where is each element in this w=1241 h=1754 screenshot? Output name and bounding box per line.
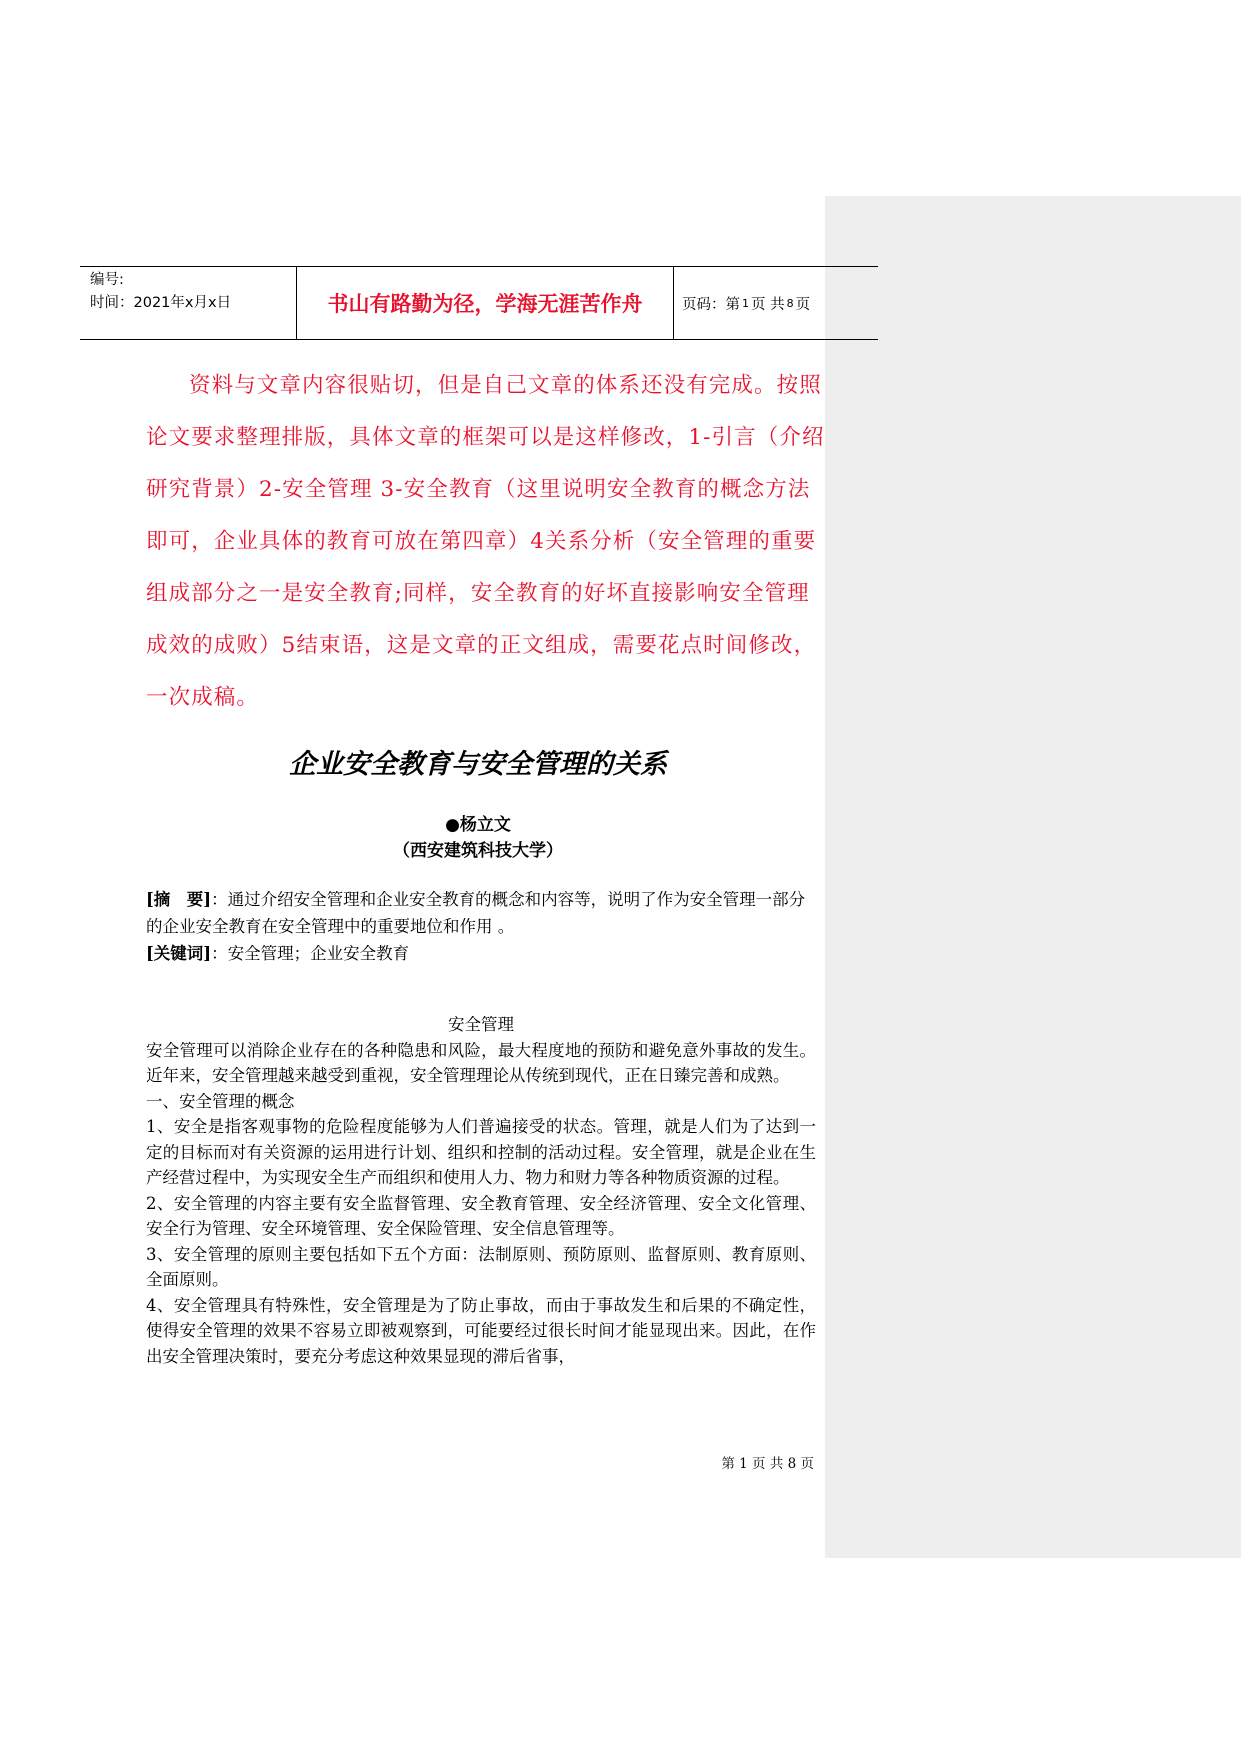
review-note-text: 资料与文章内容很贴切，但是自己文章的体系还没有完成。按照论文要求整理排版，具体文章的框架可以是这样修改，1-引言（介绍研究背景）2-安全管理 3-安全教育（这里说明安全教育的概念方法即可，企业具体的教育可放在第四章）4关系分析（安全管理的重要组成部分之一是安全教育;同样，安全教育的好坏直接影响安全管理成效的成败）5结束语，这是文章的正文组成，需要花点时间修改，一次成稿。: [146, 373, 825, 710]
page-mid: 页 共: [751, 296, 785, 313]
number-label: 编号:: [90, 272, 124, 288]
body-paragraph: 安全管理可以消除企业存在的各种隐患和风险，最大程度地的预防和避免意外事故的发生。近年来，安全管理越来越受到重视，安全管理理论从传统到现代，正在日臻完善和成熟。: [146, 1040, 816, 1085]
comment-sidebar: [825, 196, 1241, 1558]
page-header: [80, 266, 878, 340]
abstract-block: [146, 886, 816, 967]
body-paragraph: 3、安全管理的原则主要包括如下五个方面：法制原则、预防原则、监督原则、教育原则、全面原则。: [146, 1244, 816, 1289]
abstract-label: [摘 要]: [146, 890, 212, 909]
review-note: [146, 360, 826, 724]
body-paragraph: 1、安全是指客观事物的危险程度能够为人们普遍接受的状态。管理，就是人们为了达到一定的目标而对有关资源的运用进行计划、组织和控制的活动过程。安全管理，就是企业在生产经营过程中，为实现安全生产而组织和使用人力、物力和财力等各种物质资源的过程。: [146, 1117, 816, 1187]
header-meta: [80, 267, 297, 339]
keywords-label: [关键词]: [146, 944, 212, 963]
keywords-text: ：安全管理；企业安全教育: [211, 944, 410, 963]
page-suffix: 页: [795, 296, 811, 313]
page-footer: 第 1 页 共 8 页: [721, 1456, 814, 1472]
page-current: 1: [742, 296, 749, 310]
header-page-number: [674, 267, 878, 339]
time-label: 时间：2021年x月x日: [90, 295, 232, 311]
section-title: 安全管理: [448, 1015, 514, 1034]
header-motto: 书山有路勤为径，学海无涯苦作舟: [297, 267, 674, 339]
article-body: [146, 1012, 816, 1369]
author-affiliation: （西安建筑科技大学）: [393, 841, 563, 861]
body-paragraph: 一、安全管理的概念: [146, 1091, 295, 1111]
author-name: ●杨立文: [445, 815, 511, 835]
body-paragraph: 4、安全管理具有特殊性，安全管理是为了防止事故，而由于事故发生和后果的不确定性，使得安全管理的效果不容易立即被观察到，可能要经过很长时间才能显现出来。因此，在作出安全管理决策时，要充分考虑这种效果显现的滞后省事，: [146, 1295, 816, 1366]
article-title: 企业安全教育与安全管理的关系: [289, 749, 667, 780]
page-total: 8: [786, 296, 794, 310]
page-prefix: 页码：第: [682, 296, 740, 313]
author-block: [146, 812, 810, 864]
keywords: [146, 940, 816, 967]
abstract-text: ：通过介绍安全管理和企业安全教育的概念和内容等，说明了作为安全管理一部分的企业安全教育在安全管理中的重要地位和作用 。: [146, 890, 806, 936]
abstract: [146, 886, 816, 940]
body-paragraph: 2、安全管理的内容主要有安全监督管理、安全教育管理、安全经济管理、安全文化管理、安全行为管理、安全环境管理、安全保险管理、安全信息管理等。: [146, 1193, 816, 1238]
